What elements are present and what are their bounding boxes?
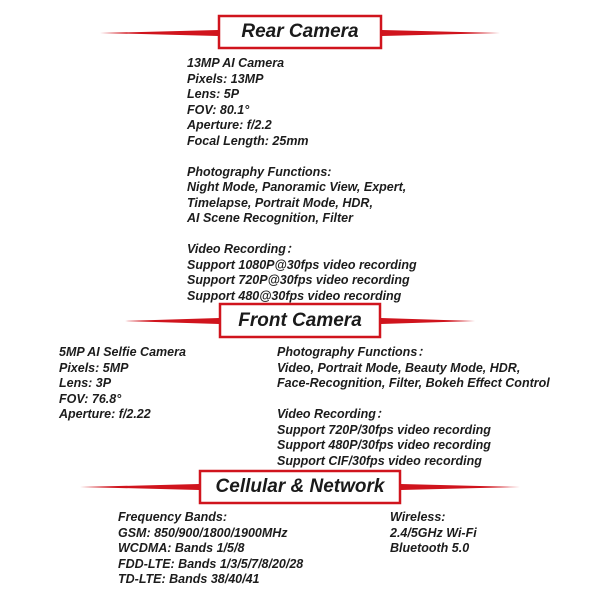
video-heading: Video Recording： xyxy=(277,407,389,421)
wireless xyxy=(390,510,477,557)
spec-line: 13MP AI Camera xyxy=(187,56,285,70)
video-line: Support 480@30fps video recording xyxy=(187,288,402,303)
front-camera-specs xyxy=(59,345,186,423)
front-camera-banner xyxy=(0,301,600,341)
cellular-network-title: Cellular & Network xyxy=(215,476,385,497)
frequency-bands xyxy=(118,510,303,588)
spec-line: Lens: 3P xyxy=(59,376,112,390)
front-camera-title: Front Camera xyxy=(238,310,362,331)
frequency-line: GSM: 850/900/1800/1900MHz xyxy=(118,525,288,540)
photography-line: Video, Portrait Mode, Beauty Mode, HDR, xyxy=(277,360,521,375)
spec-line: 5MP AI Selfie Camera xyxy=(59,345,186,359)
photography-heading: Photography Functions: xyxy=(187,164,332,179)
spec-line: FOV: 80.1° xyxy=(187,102,250,117)
wireless-line: Bluetooth 5.0 xyxy=(390,541,470,555)
rear-camera-specs xyxy=(187,56,417,304)
spec-line: Lens: 5P xyxy=(187,87,240,101)
spec-line: Pixels: 13MP xyxy=(187,71,264,86)
rear-camera-title: Rear Camera xyxy=(241,21,359,42)
video-line: Support CIF/30fps video recording xyxy=(277,453,482,468)
wireless-heading: Wireless: xyxy=(390,510,446,524)
cellular-network-banner xyxy=(0,467,600,507)
photography-line: Timelapse, Portrait Mode, HDR, xyxy=(187,195,373,210)
wireless-line: 2.4/5GHz Wi-Fi xyxy=(390,525,477,540)
spec-line: Aperture: f/2.22 xyxy=(59,407,151,421)
frequency-heading: Frequency Bands: xyxy=(118,510,228,524)
spec-line: Pixels: 5MP xyxy=(59,360,129,375)
video-line: Support 480P/30fps video recording xyxy=(277,438,491,452)
frequency-line: WCDMA: Bands 1/5/8 xyxy=(118,541,245,555)
spec-line: Focal Length: 25mm xyxy=(187,133,309,148)
photography-line: Face-Recognition, Filter, Bokeh Effect Control xyxy=(277,376,550,390)
front-camera-functions xyxy=(277,345,550,469)
frequency-line: TD-LTE: Bands 38/40/41 xyxy=(118,572,260,586)
video-line: Support 720P@30fps video recording xyxy=(187,273,410,287)
spec-line: Aperture: f/2.2 xyxy=(187,118,272,132)
video-heading: Video Recording： xyxy=(187,242,299,256)
photography-heading: Photography Functions： xyxy=(277,345,430,359)
rear-camera-banner xyxy=(0,12,600,52)
frequency-line: FDD-LTE: Bands 1/3/5/7/8/20/28 xyxy=(118,556,304,571)
spec-line: FOV: 76.8° xyxy=(59,391,122,406)
video-line: Support 1080P@30fps video recording xyxy=(187,257,417,272)
video-line: Support 720P/30fps video recording xyxy=(277,422,491,437)
photography-line: Night Mode, Panoramic View, Expert, xyxy=(187,180,407,194)
photography-line: AI Scene Recognition, Filter xyxy=(187,211,353,225)
